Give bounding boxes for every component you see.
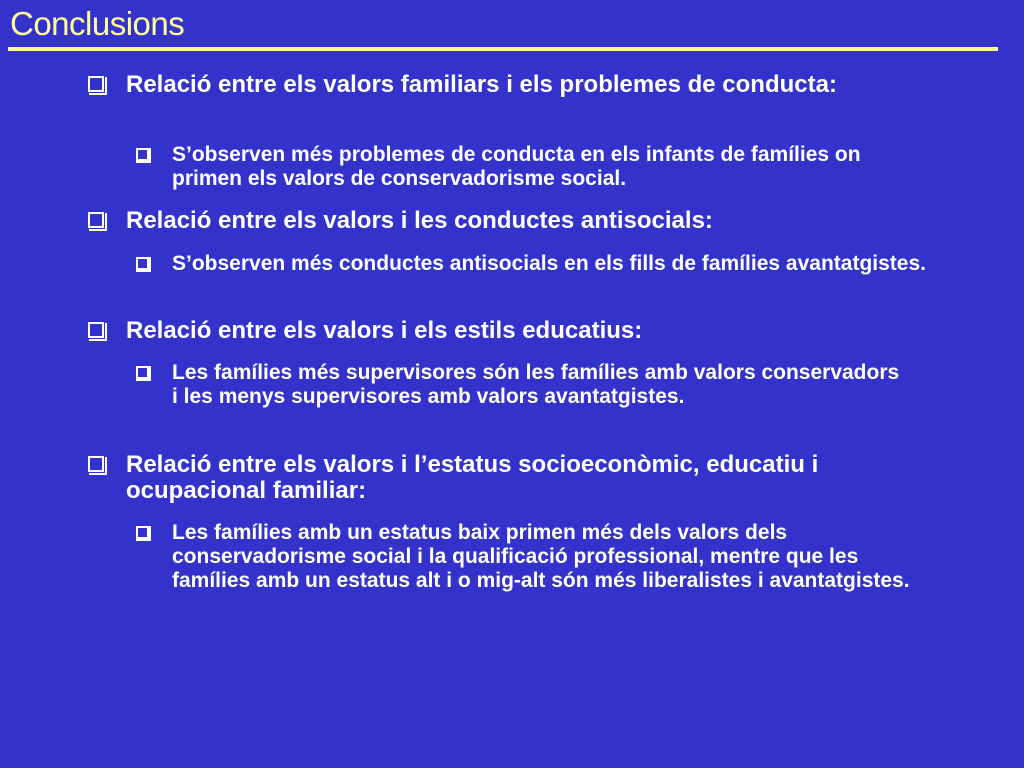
bullet-item-3: [88, 318, 948, 344]
bullet-item-1: [88, 72, 948, 98]
bullet-item-4: [88, 452, 948, 504]
checkbox-bullet-icon: [136, 257, 149, 270]
sub-bullet-item-1: [136, 143, 936, 191]
checkbox-bullet-icon: [88, 212, 104, 228]
sub-bullet-item-3: [136, 361, 936, 409]
slide-title: Conclusions: [10, 5, 185, 42]
checkbox-bullet-icon: [136, 526, 149, 539]
sub-bullet-text: Les famílies més supervisores són les famílies amb valors conservadors i les menys supervisores amb valors avantatgistes.: [172, 361, 900, 408]
checkbox-bullet-icon: [88, 76, 104, 92]
bullet-item-2: [88, 208, 948, 234]
sub-bullet-item-4: [136, 521, 936, 593]
sub-bullet-text: S’observen més conductes antisocials en els fills de famílies avantatgistes.: [172, 252, 926, 275]
sub-bullet-item-2: [136, 252, 936, 276]
checkbox-bullet-icon: [136, 366, 149, 379]
sub-bullet-text: S’observen més problemes de conducta en els infants de famílies on primen els valors de conservadorisme social.: [172, 143, 861, 190]
title-underline: [8, 47, 998, 51]
bullet-text: Relació entre els valors i les conductes antisocials:: [126, 207, 713, 234]
checkbox-bullet-icon: [88, 456, 104, 472]
bullet-text: Relació entre els valors i els estils educatius:: [126, 317, 643, 344]
bullet-text: Relació entre els valors i l’estatus socioeconòmic, educatiu i ocupacional familiar:: [126, 451, 819, 504]
checkbox-bullet-icon: [136, 148, 149, 161]
checkbox-bullet-icon: [88, 322, 104, 338]
sub-bullet-text: Les famílies amb un estatus baix primen més dels valors dels conservadorisme social i la qualificació professional, mentre que les famílies amb un estatus alt i o mig-alt són més liberalistes i avantatgistes.: [172, 521, 910, 592]
bullet-text: Relació entre els valors familiars i els problemes de conducta:: [126, 71, 837, 98]
